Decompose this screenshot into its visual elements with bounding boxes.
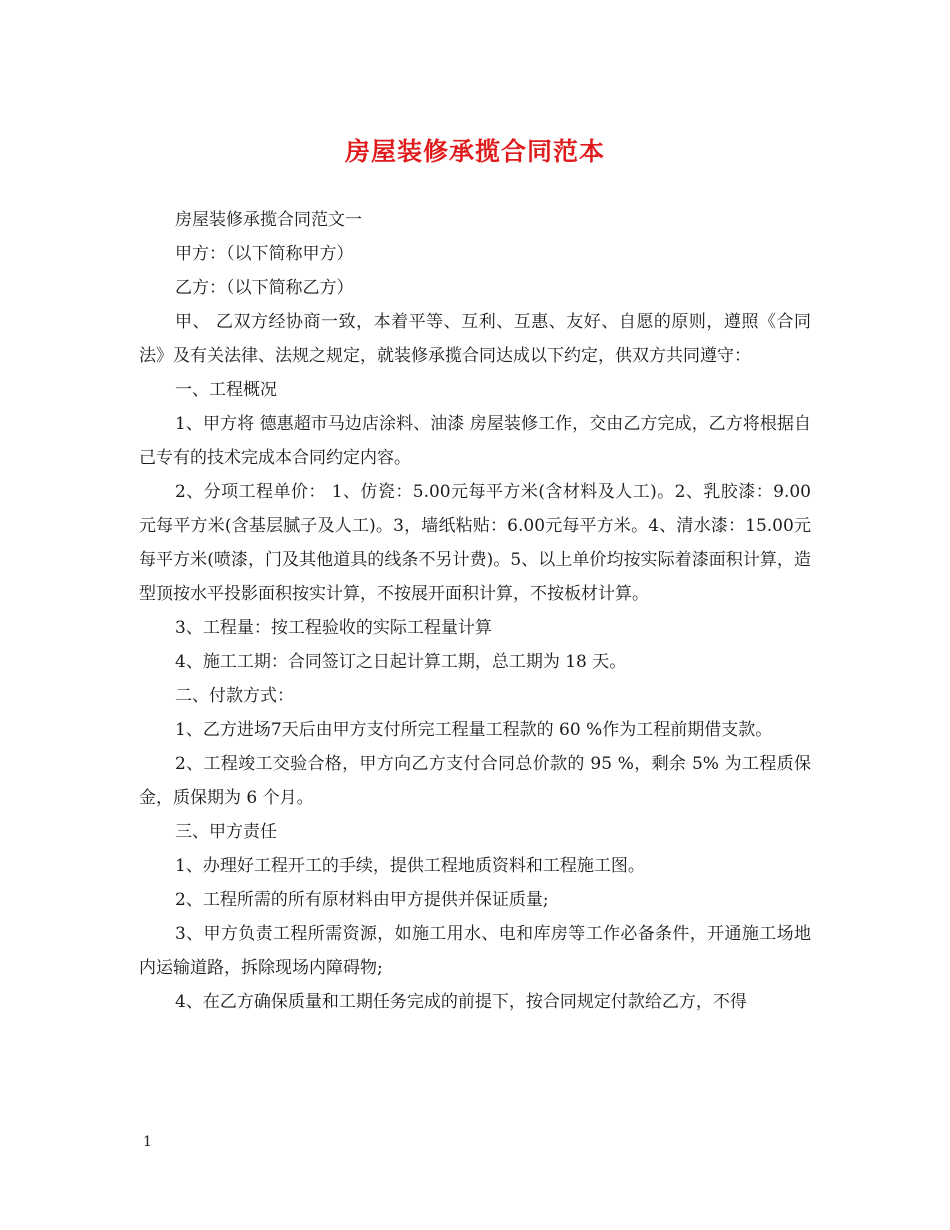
- paragraph-clause: 2、工程竣工交验合格，甲方向乙方支付合同总价款的 95 %，剩余 5% 为工程质保金，质保期为 6 个月。: [139, 754, 811, 808]
- section-heading-payment: 二、付款方式：: [175, 686, 294, 706]
- document-body: [139, 203, 811, 1019]
- paragraph-party-b: 乙方：（以下简称乙方）: [175, 278, 354, 298]
- paragraph-clause: 1、办理好工程开工的手续，提供工程地质资料和工程施工图。: [175, 856, 645, 876]
- paragraph-clause: 3、甲方负责工程所需资源，如施工用水、电和库房等工作必备条件，开通施工场地内运输道路，拆除现场内障碍物;: [139, 924, 811, 978]
- section-heading-overview: 一、工程概况: [175, 380, 277, 400]
- page-number: 1: [143, 1134, 152, 1150]
- paragraph-clause: 4、在乙方确保质量和工期任务完成的前提下，按合同规定付款给乙方，不得: [175, 992, 747, 1012]
- section-heading-party-a-duties: 三、甲方责任: [175, 822, 277, 842]
- paragraph-clause: 4、施工工期：合同签订之日起计算工期，总工期为 18 天。: [175, 652, 627, 672]
- paragraph-subtitle: 房屋装修承揽合同范文一: [175, 210, 362, 230]
- paragraph-party-a: 甲方：（以下简称甲方）: [175, 244, 354, 264]
- paragraph-preamble: 甲、 乙双方经协商一致，本着平等、互利、互惠、友好、自愿的原则，遵照《合同法》及有关法律、法规之规定，就装修承揽合同达成以下约定，供双方共同遵守：: [139, 312, 811, 366]
- paragraph-clause: 1、乙方进场7天后由甲方支付所完工程量工程款的 60 %作为工程前期借支款。: [175, 720, 773, 740]
- paragraph-clause: 3、工程量：按工程验收的实际工程量计算: [175, 618, 492, 638]
- paragraph-clause: 1、甲方将 德惠超市马边店涂料、油漆 房屋装修工作，交由乙方完成，乙方将根据自己专有的技术完成本合同约定内容。: [139, 414, 811, 468]
- paragraph-clause: 2、分项工程单价： 1、仿瓷：5.00元每平方米(含材料及人工)。2、乳胶漆：9.00元每平方米(含基层腻子及人工)。3，墙纸粘贴：6.00元每平方米。4、清水漆：15.00元每平方米(喷漆，门及其他道具的线条不另计费)。5、以上单价均按实际着漆面积计算，造型顶按水平投影面积按实计算，不按展开面积计算，不按板材计算。: [139, 482, 811, 604]
- paragraph-clause: 2、工程所需的所有原材料由甲方提供并保证质量;: [175, 890, 549, 910]
- document-title: 房屋装修承揽合同范本: [344, 137, 605, 166]
